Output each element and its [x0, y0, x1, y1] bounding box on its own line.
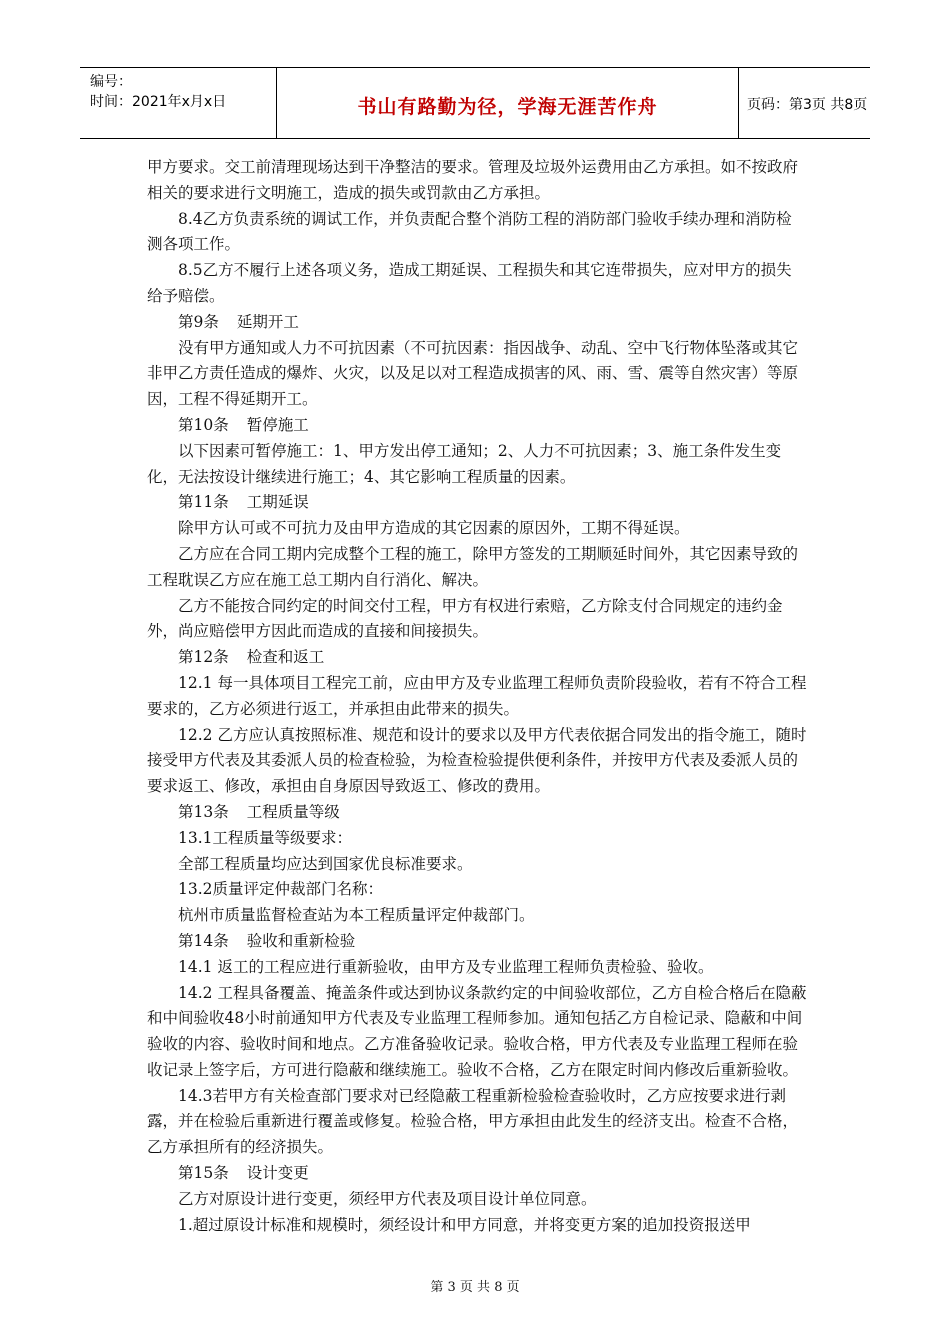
article-title: 检查和返工 [246, 648, 325, 667]
paragraph: 12.2 乙方应认真按照标准、规范和设计的要求以及甲方代表依据合同发出的指令施工，随时接受甲方代表及其委派人员的检查检验，为检查检验提供便利条件，并按甲方代表及委派人员的要求返工、修改，承担由自身原因导致返工、修改的费用。 [147, 725, 807, 796]
document-number: 编号： [90, 74, 132, 90]
paragraph: 乙方不能按合同约定的时间交付工程，甲方有权进行索赔，乙方除支付合同规定的违约金外，尚应赔偿甲方因此而造成的直接和间接损失。 [147, 596, 783, 641]
article-heading [147, 413, 807, 439]
header-info [80, 68, 277, 138]
paragraph: 13.2质量评定仲裁部门名称： [178, 880, 384, 899]
document-body [147, 155, 807, 1238]
article-number: 第14条 [178, 931, 229, 950]
paragraph: 14.1 返工的工程应进行重新验收，由甲方及专业监理工程师负责检验、验收。 [178, 957, 714, 976]
article-title: 暂停施工 [246, 415, 309, 434]
page-footer: 第 3 页 共 8 页 [430, 1280, 520, 1295]
article-number: 第11条 [178, 493, 229, 512]
paragraph: 乙方应在合同工期内完成整个工程的施工，除甲方签发的工期顺延时间外，其它因素导致的工程耽误乙方应在施工总工期内自行消化、解决。 [147, 544, 799, 589]
header-slogan-cell [277, 68, 739, 138]
paragraph: 以下因素可暂停施工：1、甲方发出停工通知；2、人力不可抗因素；3、施工条件发生变化，无法按设计继续进行施工；4、其它影响工程质量的因素。 [147, 441, 782, 486]
paragraph: 杭州市质量监督检查站为本工程质量评定仲裁部门。 [178, 906, 535, 925]
article-number: 第9条 [178, 312, 219, 331]
document-time: 时间：2021年x月x日 [90, 94, 227, 110]
article-title: 设计变更 [246, 1164, 309, 1183]
article-title: 延期开工 [236, 312, 299, 331]
paragraph: 1.超过原设计标准和规模时，须经设计和甲方同意，并将变更方案的追加投资报送甲 [178, 1215, 751, 1234]
paragraph: 14.3若甲方有关检查部门要求对已经隐蔽工程重新检验检查验收时，乙方应按要求进行剥露，并在检验后重新进行覆盖或修复。检验合格，甲方承担由此发生的经济支出。检查不合格，乙方承担所有的经济损失。 [147, 1086, 799, 1157]
paragraph: 甲方要求。交工前清理现场达到干净整洁的要求。管理及垃圾外运费用由乙方承担。如不按政府相关的要求进行文明施工，造成的损失或罚款由乙方承担。 [147, 158, 799, 202]
paragraph: 没有甲方通知或人力不可抗因素（不可抗因素：指因战争、动乱、空中飞行物体坠落或其它非甲乙方责任造成的爆炸、火灾，以及足以对工程造成损害的风、雨、雪、震等自然灾害）等原因，工程不得延期开工。 [147, 338, 799, 409]
article-heading [147, 929, 807, 955]
article-number: 第12条 [178, 648, 229, 667]
article-title: 工期延误 [246, 493, 309, 512]
article-number: 第10条 [178, 415, 229, 434]
paragraph: 8.4乙方负责系统的调试工作，并负责配合整个消防工程的消防部门验收手续办理和消防检测各项工作。 [147, 209, 792, 254]
paragraph: 全部工程质量均应达到国家优良标准要求。 [178, 854, 473, 873]
article-heading [147, 800, 807, 826]
header-slogan: 书山有路勤为径，学海无涯苦作舟 [357, 96, 658, 118]
paragraph: 14.2 工程具备覆盖、掩盖条件或达到协议条款约定的中间验收部位，乙方自检合格后在隐蔽和中间验收48小时前通知甲方代表及专业监理工程师参加。通知包括乙方自检记录、隐蔽和中间验收的内容、验收时间和地点。乙方准备验收记录。验收合格，甲方代表及专业监理工程师在验收记录上签字后，方可进行隐蔽和继续施工。验收不合格，乙方在限定时间内修改后重新验收。 [147, 983, 807, 1079]
article-heading [147, 645, 807, 671]
paragraph: 乙方对原设计进行变更，须经甲方代表及项目设计单位同意。 [178, 1189, 597, 1208]
paragraph: 13.1工程质量等级要求： [178, 828, 353, 847]
article-heading [147, 1161, 807, 1187]
paragraph: 8.5乙方不履行上述各项义务，造成工期延误、工程损失和其它连带损失，应对甲方的损失给予赔偿。 [147, 261, 792, 305]
header-page-number: 页码：第3页 共8页 [747, 97, 868, 113]
article-number: 第13条 [178, 802, 229, 821]
article-title: 工程质量等级 [246, 802, 340, 821]
article-heading [147, 310, 807, 336]
article-title: 验收和重新检验 [246, 931, 356, 950]
paragraph: 除甲方认可或不可抗力及由甲方造成的其它因素的原因外，工期不得延误。 [178, 519, 690, 538]
article-heading [147, 490, 807, 516]
paragraph: 12.1 每一具体项目工程完工前，应由甲方及专业监理工程师负责阶段验收，若有不符合工程要求的，乙方必须进行返工，并承担由此带来的损失。 [147, 673, 807, 718]
page-header [80, 67, 870, 139]
article-number: 第15条 [178, 1164, 229, 1183]
